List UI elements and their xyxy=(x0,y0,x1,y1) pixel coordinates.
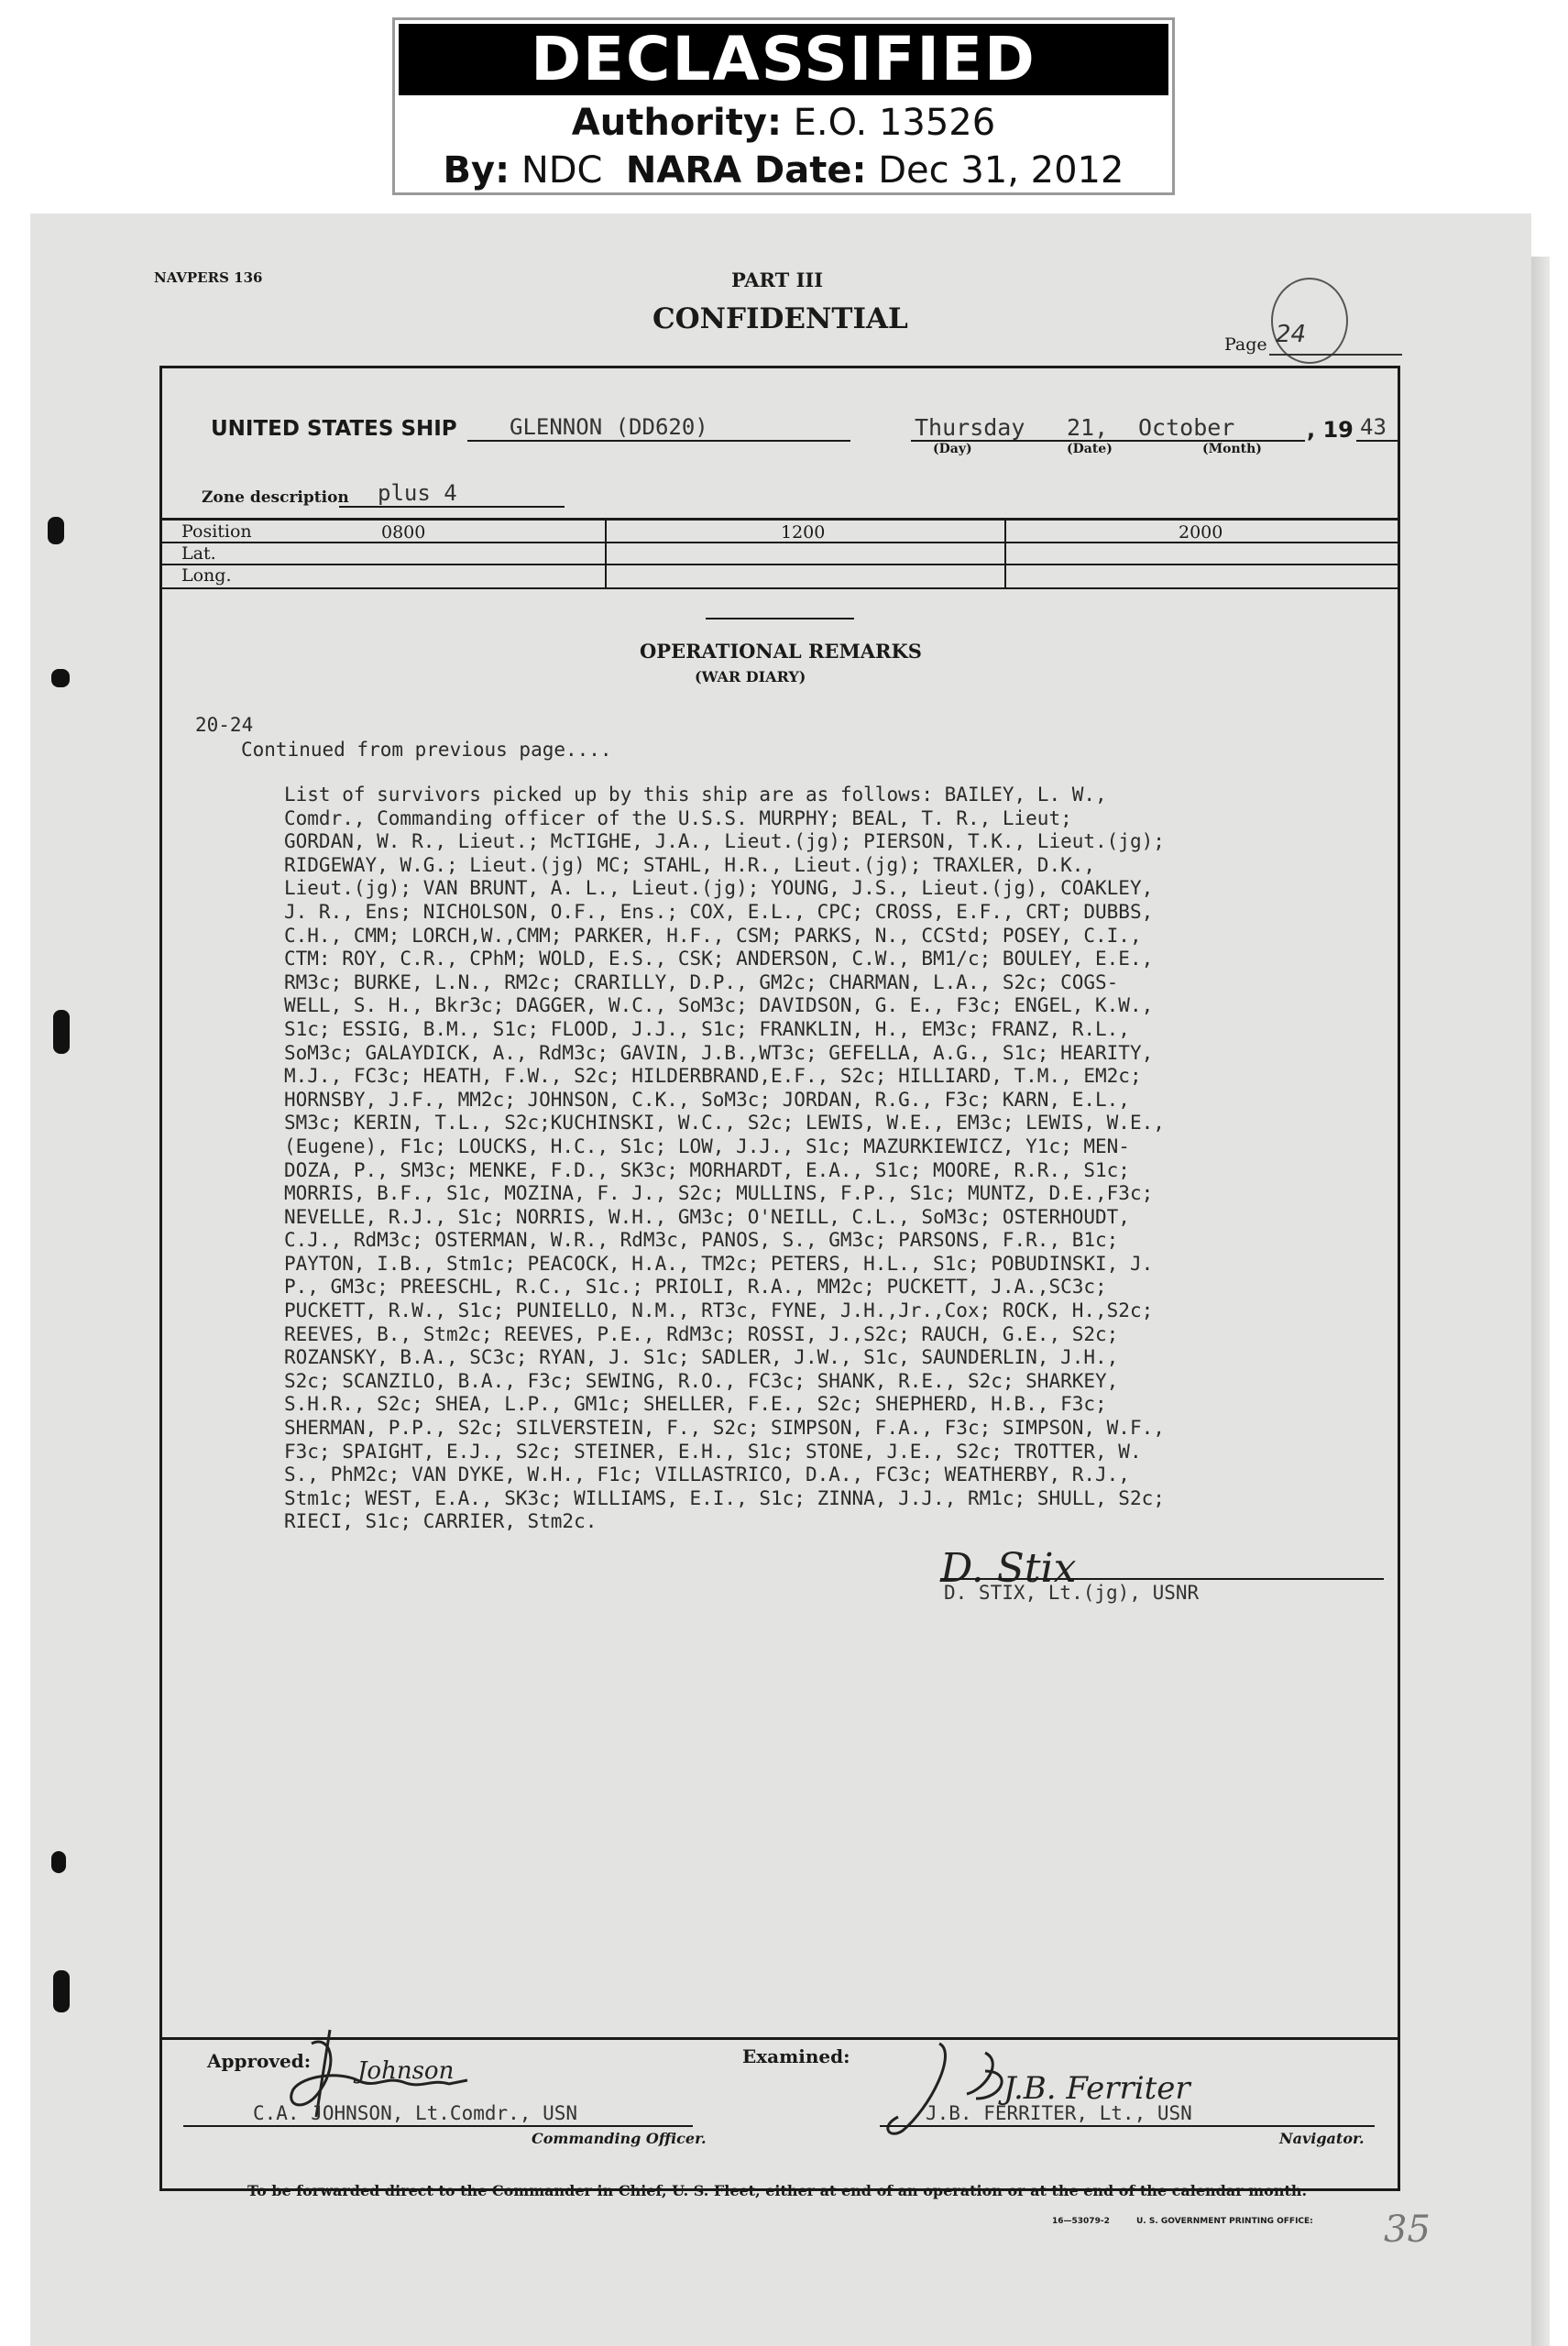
column-1200: 1200 xyxy=(781,522,826,543)
month-caption: (Month) xyxy=(1202,442,1262,456)
stamp-title: DECLASSIFIED xyxy=(399,24,1168,95)
binder-hole xyxy=(51,669,70,687)
date-date: 21, xyxy=(1067,414,1109,441)
classification-heading: CONFIDENTIAL xyxy=(652,302,908,335)
row-label-lat: Lat. xyxy=(181,543,216,564)
remarks-title: OPERATIONAL REMARKS xyxy=(640,640,922,663)
column-0800: 0800 xyxy=(381,522,426,543)
examined-role: Navigator. xyxy=(1279,2130,1365,2147)
row-label-long: Long. xyxy=(181,565,232,586)
table-rule xyxy=(159,518,1400,521)
page-number: 24 xyxy=(1276,321,1307,348)
zone-value: plus 4 xyxy=(378,480,457,506)
binder-hole xyxy=(53,1970,70,2012)
corner-number: 35 xyxy=(1384,2209,1431,2251)
stix-typed-name: D. STIX, Lt.(jg), USNR xyxy=(944,1582,1200,1604)
continued-note: Continued from previous page.... xyxy=(241,739,612,761)
day-caption: (Day) xyxy=(933,442,972,456)
part-heading: PART III xyxy=(731,269,824,291)
examined-label: Examined: xyxy=(742,2045,850,2067)
page-underline xyxy=(1269,354,1402,356)
approved-role: Commanding Officer. xyxy=(532,2130,707,2147)
page-edge xyxy=(1531,257,1550,2346)
table-column-rule xyxy=(605,518,607,589)
stamp-authority: Authority: E.O. 13526 xyxy=(571,102,996,144)
year-prefix: , 19 xyxy=(1307,417,1354,443)
position-table xyxy=(159,518,1400,589)
binder-hole xyxy=(51,1851,66,1873)
stamp-by-date: By: NDC NARA Date: Dec 31, 2012 xyxy=(443,149,1124,192)
approved-label: Approved: xyxy=(207,2050,312,2072)
ferriter-signature-text: J.B. Ferriter xyxy=(1003,2070,1190,2107)
time-range: 20-24 xyxy=(195,714,254,736)
date-month: October xyxy=(1138,414,1235,441)
remarks-separator xyxy=(706,618,854,619)
column-2000: 2000 xyxy=(1179,522,1223,543)
table-rule xyxy=(159,564,1400,565)
binder-hole xyxy=(48,517,64,544)
johnson-signature-text: Johnson xyxy=(357,2057,455,2085)
form-number: NAVPERS 136 xyxy=(154,269,263,286)
declassified-stamp xyxy=(392,17,1175,195)
ship-label: UNITED STATES SHIP xyxy=(211,417,457,441)
page-label: Page xyxy=(1224,334,1267,355)
year-suffix: 43 xyxy=(1360,414,1387,440)
remarks-subtitle: (WAR DIARY) xyxy=(695,668,806,685)
examined-signature-line xyxy=(880,2125,1375,2127)
ship-underline xyxy=(467,440,850,442)
forwarding-note: To be forwarded direct to the Commander in Chief, U. S. Fleet, either at end of an operation or at the end of the calendar month. xyxy=(247,2182,1308,2199)
row-label-position: Position xyxy=(181,521,252,542)
approved-signature-line xyxy=(183,2125,693,2127)
table-rule xyxy=(159,587,1400,589)
binder-hole xyxy=(53,1010,70,1054)
ferriter-signature xyxy=(875,2034,1205,2144)
date-day: Thursday xyxy=(915,414,1025,441)
ship-name: GLENNON (DD620) xyxy=(510,414,708,440)
stix-signature: D. Stix xyxy=(940,1545,1077,1592)
date-caption: (Date) xyxy=(1067,442,1113,456)
table-column-rule xyxy=(1004,518,1006,589)
zone-underline xyxy=(339,506,565,508)
zone-label: Zone description xyxy=(202,488,349,507)
print-code: 16—53079-2 xyxy=(1052,2217,1110,2226)
approved-typed-name: C.A. JOHNSON, Lt.Comdr., USN xyxy=(253,2102,578,2124)
year-underline xyxy=(1356,440,1398,442)
printer-imprint: U. S. GOVERNMENT PRINTING OFFICE: xyxy=(1136,2217,1313,2226)
survivors-list: List of survivors picked up by this ship are as follows: BAILEY, L. W., Comdr., Commanding officer of the U.S.S. MURPHY; BEAL, T. R., Lieut; GORDAN, W. R., Lieut.; McTIGHE, J.A., Lieut.(jg); PIERSON, T.K., Lieut.(jg); RIDGEWAY, W.G.; Lieut.(jg) MC; STAHL, H.R., Lieut.(jg); TRAXLER, D.K., Lieut.(jg); VAN BRUNT, A. L., Lieut.(jg); YOUNG, J.S., Lieut.(jg), COAKLEY, J. R., Ens; NICHOLSON, O.F., Ens.; COX, E.L., CPC; CROSS, E.F., CRT; DUBBS, C.H., CMM; LORCH,W.,CMM; PARKER, H.F., CSM; PARKS, N., CCStd; POSEY, C.I., CTM: ROY, C.R., CPhM; WOLD, E.S., CSK; ANDERSON, C.W., BM1/c; BOULEY, E.E., RM3c; BURKE, L.N., RM2c; CRARILLY, D.P., GM2c; CHARMAN, L.A., S2c; COGS- WELL, S. H., Bkr3c; DAGGER, W.C., SoM3c; DAVIDSON, G. E., F3c; ENGEL, K.W., S1c; ESSIG, B.M., S1c; FLOOD, J.J., S1c; FRANKLIN, H., EM3c; FRANZ, R.L., SoM3c; GALAYDICK, A., RdM3c; GAVIN, J.B.,WT3c; GEFELLA, A.G., S1c; HEARITY, M.J., FC3c; HEATH, F.W., S2c; HILDERBRAND,E.F., S2c; HILLIARD, T.M., EM2c; HORNSBY, J.F., MM2c; JOHNSON, C.K., SoM3c; JORDAN, R.G., F3c; KARN, E.L., SM3c; KERIN, T.L., S2c;KUCHINSKI, W.C., S2c; LEWIS, W.E., EM3c; LEWIS, W.E., (Eugene), F1c; LOUCKS, H.C., S1c; LOW, J.J., S1c; MAZURKIEWICZ, Y1c; MEN- DOZA, P., SM3c; MENKE, F.D., SK3c; MORHARDT, E.A., S1c; MOORE, R.R., S1c; MORRIS, B.F., S1c, MOZINA, F. J., S2c; MULLINS, F.P., S1c; MUNTZ, D.E.,F3c; NEVELLE, R.J., S1c; NORRIS, W.H., GM3c; O'NEILL, C.L., SoM3c; OSTERHOUDT, C.J., RdM3c; OSTERMAN, W.R., RdM3c, PANOS, S., GM3c; PARSONS, F.R., B1c; PAYTON, I.B., Stm1c; PEACOCK, H.A., TM2c; PETERS, H.L., S1c; POBUDINSKI, J. P., GM3c; PREESCHL, R.C., S1c.; PRIOLI, R.A., MM2c; PUCKETT, J.A.,SC3c; PUCKETT, R.W., S1c; PUNIELLO, N.M., RT3c, FYNE, J.H.,Jr.,Cox; ROCK, H.,S2c; REEVES, B., Stm2c; REEVES, P.E., RdM3c; ROSSI, J.,S2c; RAUCH, G.E., S2c; ROZANSKY, B.A., SC3c; RYAN, J. S1c; SADLER, J.W., S1c, SAUNDERLIN, J.H., S2c; SCANZILO, B.A., F3c; SEWING, R.O., FC3c; SHANK, R.E., S2c; SHARKEY, S.H.R., S2c; SHEA, L.P., GM1c; SHELLER, F.E., S2c; SHEPHERD, H.B., F3c; SHERMAN, P.P., S2c; SILVERSTEIN, F., S2c; SIMPSON, F.A., F3c; SIMPSON, W.F., F3c; SPAIGHT, E.J., S2c; STEINER, E.H., S1c; STONE, J.E., S2c; TROTTER, W. S., PhM2c; VAN DYKE, W.H., F1c; VILLASTRICO, D.A., FC3c; WEATHERBY, R.J., Stm1c; WEST, E.A., SK3c; WILLIAMS, E.I., S1c; ZINNA, J.J., RM1c; SHULL, S2c; RIECI, S1c; CARRIER, Stm2c. xyxy=(284,784,1165,1533)
stix-signature-line xyxy=(940,1578,1384,1580)
examined-typed-name: J.B. FERRITER, Lt., USN xyxy=(926,2102,1192,2124)
